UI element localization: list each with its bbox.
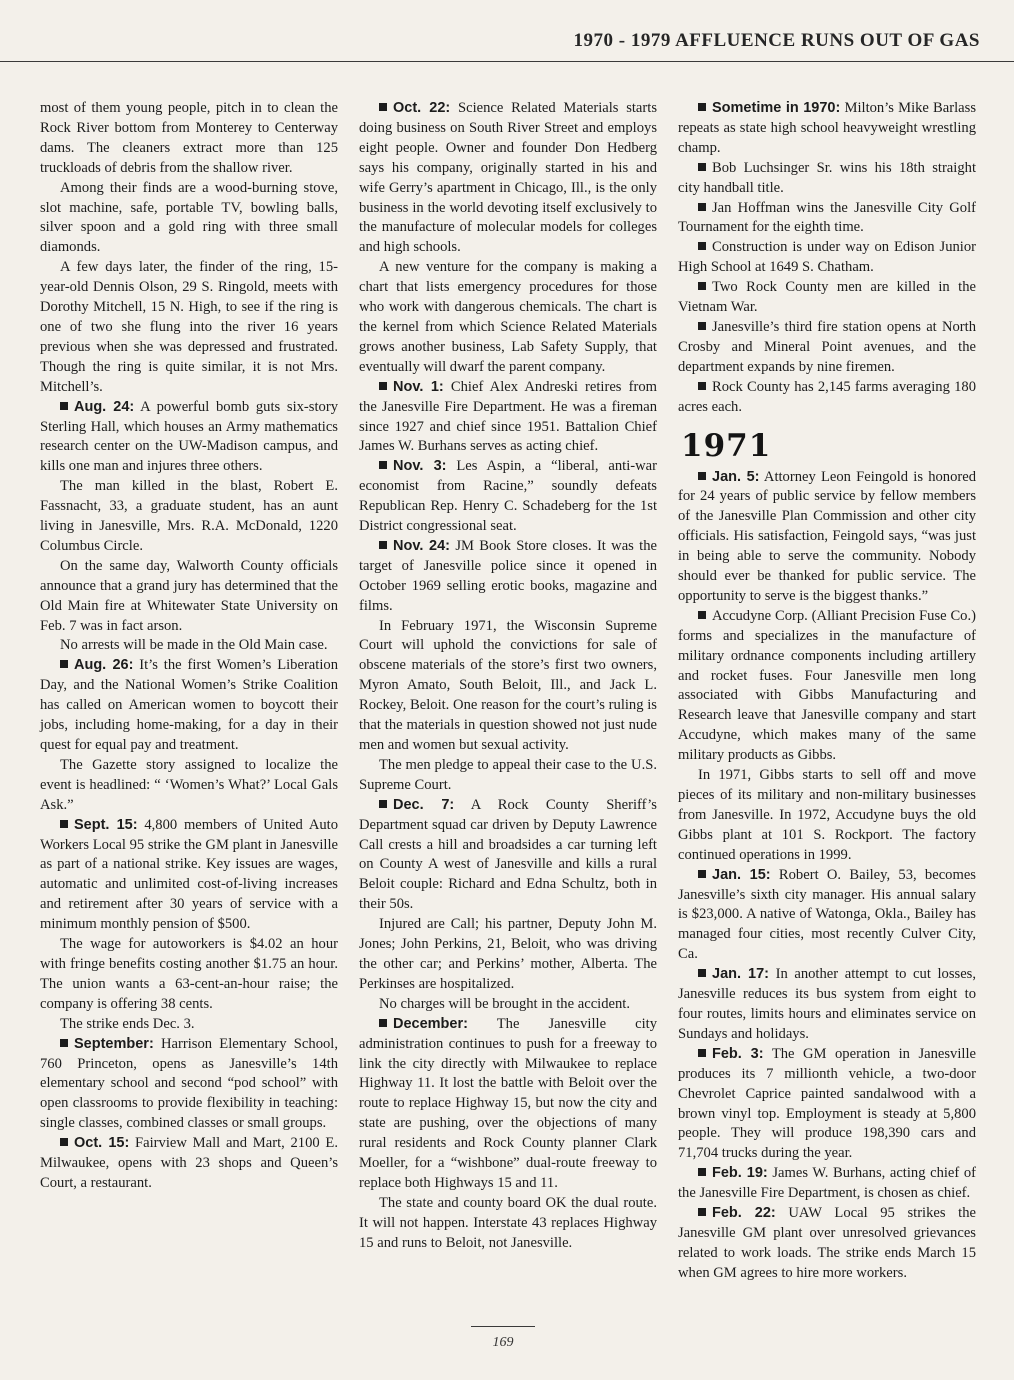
entry-date: Jan. 15: xyxy=(712,866,771,883)
running-header: 1970 - 1979 AFFLUENCE RUNS OUT OF GAS xyxy=(573,30,980,51)
footer-rule xyxy=(471,1326,535,1327)
bullet-square-icon xyxy=(698,1168,706,1176)
bullet-square-icon xyxy=(698,969,706,977)
bullet-square-icon xyxy=(698,472,706,480)
paragraph: In 1971, Gibbs starts to sell off and move pieces of its military and non-military businesses from Janesville. In 1972, Accudyne buys the old Gibbs plant at 101 S. Rockport. The factory continued operations in 1999. xyxy=(678,767,976,863)
paragraph: No charges will be brought in the accident. xyxy=(379,995,630,1012)
entry-date: Nov. 3: xyxy=(393,458,447,475)
entry-date: December: xyxy=(393,1015,468,1032)
bullet-square-icon xyxy=(379,541,387,549)
paragraph: The strike ends Dec. 3. xyxy=(60,1015,195,1032)
bullet-square-icon xyxy=(698,322,706,330)
paragraph: Injured are Call; his partner, Deputy John M. Jones; John Perkins, 21, Beloit, who was driving the other car; and Perkins’ mother, Alberta. The Perkinses are hospitalized. xyxy=(359,916,657,992)
entry-date: Feb. 3: xyxy=(712,1045,764,1062)
entry-date: Aug. 26: xyxy=(74,657,134,674)
bullet-square-icon xyxy=(698,203,706,211)
bullet-square-icon xyxy=(60,1039,68,1047)
entry: Jan. 15: Robert O. Bailey, 53, becomes Janesville’s sixth city manager. His annual salary is $23,000. A native of Watonga, Okla., Bailey has managed four cities, most recently Culver City, Ca. xyxy=(678,866,976,963)
paragraph: Among their finds are a wood-burning stove, slot machine, safe, portable TV, bowling balls, silver spoon and a gold ring with three small diamonds. xyxy=(40,179,338,256)
entry-date: September: xyxy=(74,1035,154,1052)
entry: Oct. 22: Science Related Materials starts doing business on South River Street and employs eight people. Owner and founder Don Hedberg says his company, originally started in his and wife Gerry’s apartment in Chicago, Ill., is the only business in the world devoting itself exclusively to the manufacture of molecular models for colleges and high schools. xyxy=(359,100,658,256)
entry-date: Jan. 5: xyxy=(712,468,760,485)
year-heading: 1971 xyxy=(681,427,772,464)
bullet-square-icon xyxy=(60,820,68,828)
entry: Rock County has 2,145 farms averaging 180 acres each. xyxy=(678,378,976,415)
page-number: 169 xyxy=(492,1335,514,1350)
bullet-square-icon xyxy=(698,1208,706,1216)
entry: Feb. 22: UAW Local 95 strikes the Janesville GM plant over unresolved grievances related to work loads. The strike ends March 15 when GM agrees to hire more workers. xyxy=(678,1205,977,1281)
paragraph: The man killed in the blast, Robert E. Fassnacht, 33, a graduate student, has an aunt living in Janesville, Mrs. R.A. McDonald, 1220 Columbus Circle. xyxy=(40,478,338,554)
bullet-square-icon xyxy=(379,382,387,390)
header-rule xyxy=(0,61,1014,62)
entry: Aug. 24: A powerful bomb guts six-story Sterling Hall, which houses an Army mathematics research center on the UW-Madison campus, and kills one man and injures three others. xyxy=(40,398,338,475)
entry: Sept. 15: 4,800 members of United Auto Workers Local 95 strike the GM plant in Janesville as part of a national strike. Key issues are wages, automatic and unlimited cost-of-living increases and retirement after 30 years of service with a minimum monthly pension of $500. xyxy=(40,816,339,933)
paragraph: The men pledge to appeal their case to the U.S. Supreme Court. xyxy=(359,756,657,793)
paragraph: On the same day, Walworth County officials announce that a grand jury has determined that the Old Main fire at Whitewater State University on Feb. 7 was in fact arson. xyxy=(40,557,338,634)
bullet-square-icon xyxy=(698,282,706,290)
entry: Dec. 7: A Rock County Sheriff’s Department squad car driven by Deputy Lawrence Call crests a hill and broadsides a car turning left on County A west of Janesville and kills a rural Beloit couple: Richard and Edna Schultz, both in their 50s. xyxy=(359,796,657,913)
entry-date: Feb. 19: xyxy=(712,1165,768,1182)
column-1 xyxy=(40,99,338,1194)
paragraph: In February 1971, the Wisconsin Supreme Court will uphold the convictions for sale of obscene materials of the store’s first two owners, Myron Amato, South Beloit, Ill., and Jack L. Rockey, Beloit. One reason for the court’s ruling is that the materials in question showed not just nude men and women but sexual activity. xyxy=(359,617,657,753)
entry-date: Sometime in 1970: xyxy=(712,100,841,116)
bullet-square-icon xyxy=(698,382,706,390)
bullet-square-icon xyxy=(379,1019,387,1027)
entry: Aug. 26: It’s the first Women’s Liberation Day, and the National Women’s Strike Coalition has called on American women to boycott their jobs, including home-making, for a day in their quest for equal pay and treatment. xyxy=(40,657,338,753)
entry: September: Harrison Elementary School, 760 Princeton, opens as Janesville’s 14th elementary school and second “pod school” with open classrooms to provide flexibility in teaching: single classes, combined classes or small groups. xyxy=(40,1035,338,1132)
bullet-square-icon xyxy=(698,611,706,619)
entry-date: Nov. 1: xyxy=(393,378,444,395)
paragraph: The wage for autoworkers is $4.02 an hour with fringe benefits costing another $1.75 an hour. The union wants a 63-cent-an-hour raise; the company is offering 38 cents. xyxy=(40,936,338,1012)
entry-date: Jan. 17: xyxy=(712,966,769,983)
entry: Two Rock County men are killed in the Vietnam War. xyxy=(678,279,976,316)
column-2 xyxy=(359,99,657,1254)
entry: Construction is under way on Edison Junior High School at 1649 S. Chatham. xyxy=(678,239,976,276)
entry-date: Sept. 15: xyxy=(74,816,138,833)
bullet-square-icon xyxy=(379,103,387,111)
entry: Jan. 5: Attorney Leon Feingold is honored for 24 years of public service by fellow members of the Janesville Plan Commission and other city officials. His satisfaction, Feingold says, “was just in being able to serve the community. Nobody should ever be thanked for public service. The opportunity to serve is the biggest thanks.” xyxy=(678,468,977,604)
paragraph: A few days later, the finder of the ring, 15-year-old Dennis Olson, 29 S. Ringold, meets with Dorothy Mitchell, 15 N. High, to see if the ring is one of two she flung into the river 16 years previous when she was depressed and frustrated. Though the ring is quite similar, it is not Mrs. Mitchell’s. xyxy=(40,259,338,395)
column-3 xyxy=(678,99,976,1284)
bullet-square-icon xyxy=(60,660,68,668)
entry: Nov. 3: Les Aspin, a “liberal, anti-war economist from Racine,” soundly defeats Republican Rep. Henry C. Schadeberg for the 1st District congressional seat. xyxy=(359,458,657,535)
entry: Janesville’s third fire station opens at North Crosby and Mineral Point avenues, and the department expands by nine firemen. xyxy=(678,318,976,375)
paragraph: The state and county board OK the dual route. It will not happen. Interstate 43 replaces Highway 15 and runs to Beloit, not Janesville. xyxy=(359,1194,657,1251)
bullet-square-icon xyxy=(698,163,706,171)
paragraph: No arrests will be made in the Old Main case. xyxy=(60,637,328,654)
entry-date: Oct. 22: xyxy=(393,100,451,116)
entry: Feb. 19: James W. Burhans, acting chief of the Janesville Fire Department, is chosen as chief. xyxy=(678,1165,977,1202)
bullet-square-icon xyxy=(698,870,706,878)
entry: Nov. 1: Chief Alex Andreski retires from the Janesville Fire Department. He was a fireman since 1927 and chief since 1951. Battalion Chief James W. Burhans serves as acting chief. xyxy=(359,378,657,455)
entry: Jan Hoffman wins the Janesville City Golf Tournament for the eighth time. xyxy=(678,199,976,236)
entry: Accudyne Corp. (Alliant Precision Fuse Co.) forms and specializes in the manufacture of military ordnance components including artillery and rocket fuses. Four Janesville men long associated with Gibbs Manufacturing and Research leave that Janesville company and start Accudyne, which makes many of the same military products as Gibbs. xyxy=(678,607,976,764)
bullet-square-icon xyxy=(698,1049,706,1057)
bullet-square-icon xyxy=(60,402,68,410)
entry: Feb. 3: The GM operation in Janesville produces its 7 millionth vehicle, a two-door Chevrolet Caprice painted sandalwood with a brown vinyl top. Employment is steady at 5,800 people. They will produce 198,390 cars and 71,704 trucks during the year. xyxy=(678,1045,976,1162)
entry: Jan. 17: In another attempt to cut losses, Janesville reduces its bus system from eight to four routes, limits hours and eliminates service on Sundays and holidays. xyxy=(678,966,976,1042)
entry: Oct. 15: Fairview Mall and Mart, 2100 E. Milwaukee, opens with 23 shops and Queen’s Court, a restaurant. xyxy=(40,1135,338,1191)
entry-date: Dec. 7: xyxy=(393,796,455,813)
entry: Bob Luchsinger Sr. wins his 18th straight city handball title. xyxy=(678,159,976,196)
paragraph: A new venture for the company is making a chart that lists emergency procedures for those who work with dangerous chemicals. The chart is the kernel from which Science Related Materials grows another business, Lab Safety Supply, that eventually will dwarf the parent company. xyxy=(359,259,657,375)
bullet-square-icon xyxy=(698,103,706,111)
entry: Sometime in 1970: Milton’s Mike Barlass repeats as state high school heavyweight wrestling champ. xyxy=(678,100,977,156)
entry: Nov. 24: JM Book Store closes. It was the target of Janesville police since it opened in October 1969 selling erotic books, magazine and films. xyxy=(359,537,657,614)
paragraph: The Gazette story assigned to localize the event is headlined: “ ‘Women’s What?’ Local Gals Ask.” xyxy=(40,756,338,813)
entry-date: Nov. 24: xyxy=(393,537,450,554)
entry-date: Feb. 22: xyxy=(712,1205,776,1222)
entry-date: Oct. 15: xyxy=(74,1135,130,1152)
paragraph: most of them young people, pitch in to clean the Rock River bottom from Monterey to Centerway dams. The cleaners extract more than 125 truckloads of debris from the shallow river. xyxy=(40,100,338,176)
bullet-square-icon xyxy=(698,242,706,250)
bullet-square-icon xyxy=(379,461,387,469)
entry-date: Aug. 24: xyxy=(74,398,135,415)
bullet-square-icon xyxy=(379,800,387,808)
bullet-square-icon xyxy=(60,1138,68,1146)
entry: December: The Janesville city administration continues to push for a freeway to link the city directly with Milwaukee to replace Highway 11. It lost the battle with Beloit over the route to replace Highway 15, but now the city and state are pushing, over the objections of many rural residents and Rock County planner Clark Moeller, for a “wishbone” dual-route freeway to replace both Highways 15 and 11. xyxy=(359,1015,657,1191)
